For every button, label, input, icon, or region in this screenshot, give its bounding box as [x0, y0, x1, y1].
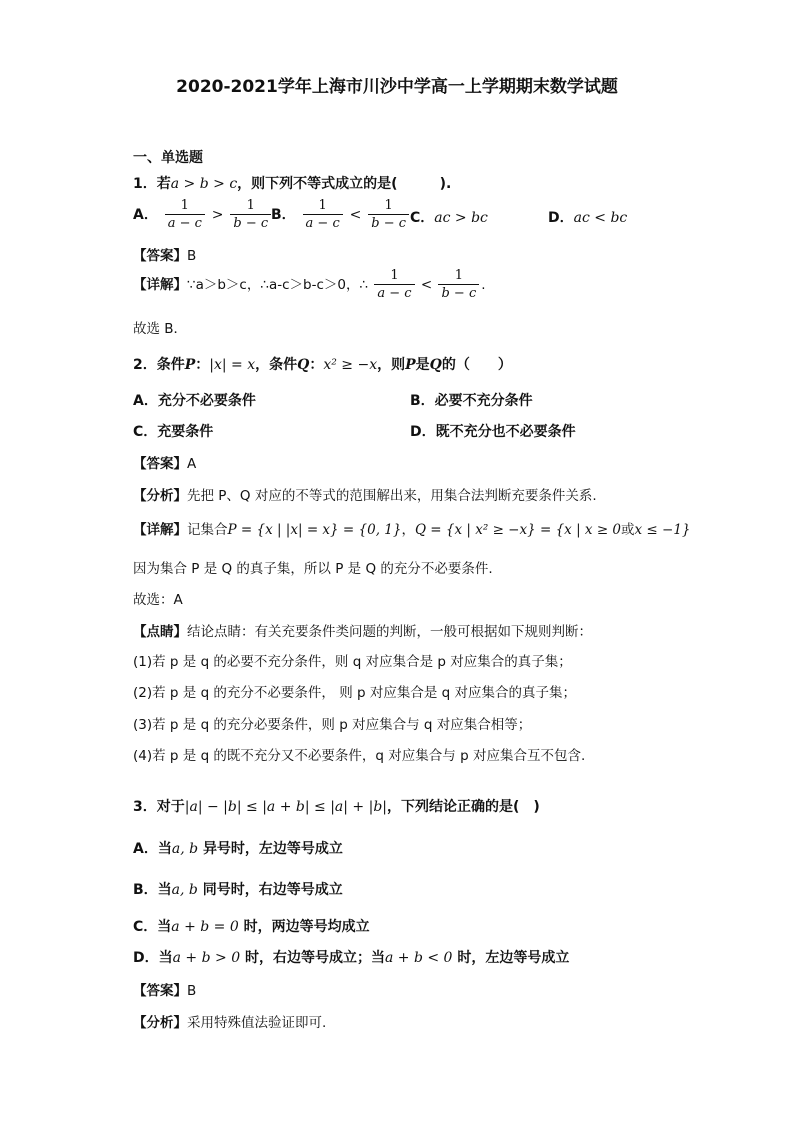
q2-option-c: C．充要条件 [133, 424, 214, 440]
q2-detail: 【详解】记集合P = {x | |x| = x} = {0, 1}，Q = {x | x² ≥ −x} = {x | x ≥ 0或x ≤ −1} [133, 522, 691, 538]
q2-conclusion: 故选：A [133, 592, 183, 608]
question-1-stem: 1．若a > b > c，则下列不等式成立的是( ). [133, 176, 452, 192]
q3-option-b: B．当a, b 同号时，右边等号成立 [133, 882, 343, 898]
fraction: $\frac{1}{a - c}$ [303, 198, 343, 232]
q3-option-a: A．当a, b 异号时，左边等号成立 [133, 841, 343, 857]
section-heading: 一、单选题 [133, 150, 203, 166]
q2-reason: 因为集合 P 是 Q 的真子集，所以 P 是 Q 的充分不必要条件. [133, 561, 493, 577]
q2-rule-3: (3)若 p 是 q 的充分必要条件，则 p 对应集合与 q 对应集合相等； [133, 717, 532, 733]
q3-answer: 【答案】B [133, 983, 197, 999]
fraction: $\frac{1}{b - c}$ [230, 198, 271, 232]
q2-analysis: 【分析】先把 P、Q 对应的不等式的范围解出来，用集合法判断充要条件关系. [133, 488, 597, 504]
q2-rule-2: (2)若 p 是 q 的充分不必要条件， 则 p 对应集合是 q 对应集合的真子集； [133, 685, 577, 701]
q1-option-d: D．ac < bc [548, 210, 628, 226]
q3-option-d: D．当a + b > 0 时，右边等号成立；当a + b < 0 时，左边等号成立 [133, 950, 570, 966]
question-3-stem: 3．对于|a| − |b| ≤ |a + b| ≤ |a| + |b|，下列结论正确的是( ) [133, 799, 540, 815]
q2-note: 【点睛】结论点睛：有关充要条件类问题的判断，一般可根据如下规则判断： [133, 624, 592, 640]
fraction: $\frac{1}{b - c}$ [438, 268, 479, 302]
q3-option-c: C．当a + b = 0 时，两边等号均成立 [133, 919, 370, 935]
q1-option-a: A． $\frac{1}{a - c}$ > $\frac{1}{b - c}$ [133, 198, 273, 232]
q2-rule-4: (4)若 p 是 q 的既不充分又不必要条件，q 对应集合与 p 对应集合互不包含. [133, 748, 586, 764]
q1-condition: a > b > c [170, 176, 238, 192]
page-title: 2020-2021学年上海市川沙中学高一上学期期末数学试题 [176, 77, 618, 97]
q2-option-b: B．必要不充分条件 [410, 393, 533, 409]
q1-detail: 【详解】∵a＞b＞c，∴a-c＞b-c＞0，∴ $\frac{1}{a - c}$ < $\frac{1}{b - c}$ . [133, 268, 486, 301]
fraction: $\frac{1}{a - c}$ [374, 268, 414, 302]
q1-option-b: B． $\frac{1}{a - c}$ < $\frac{1}{b - c}$ [271, 198, 411, 232]
fraction: $\frac{1}{a - c}$ [165, 198, 205, 232]
q2-answer: 【答案】A [133, 456, 197, 472]
q2-option-d: D．既不充分也不必要条件 [410, 424, 576, 440]
q3-analysis: 【分析】采用特殊值法验证即可. [133, 1015, 327, 1031]
q1-answer: 【答案】B [133, 248, 197, 264]
fraction: $\frac{1}{b - c}$ [368, 198, 409, 232]
q1-conclusion: 故选 B． [133, 321, 188, 337]
q2-rule-1: (1)若 p 是 q 的必要不充分条件，则 q 对应集合是 p 对应集合的真子集； [133, 654, 572, 670]
q2-option-a: A．充分不必要条件 [133, 393, 256, 409]
q1-option-c: C．ac > bc [410, 210, 488, 226]
question-2-stem: 2．条件P：|x| = x，条件Q：x² ≥ −x，则P是Q的（ ） [133, 357, 512, 373]
